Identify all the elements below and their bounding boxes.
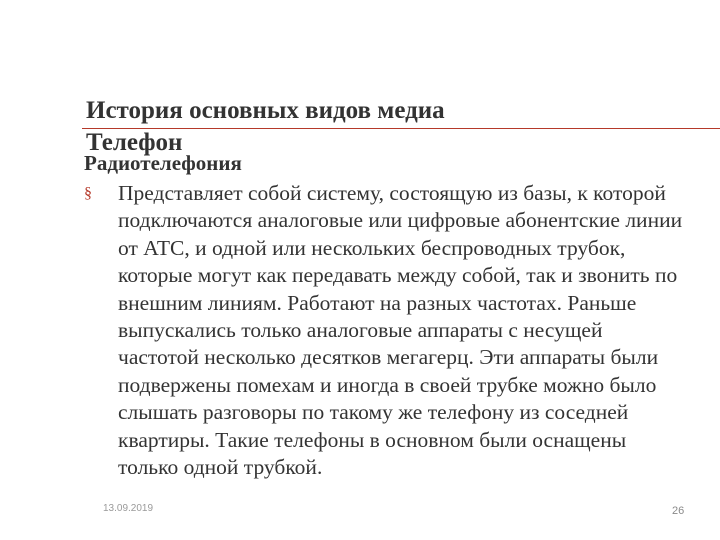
title-divider bbox=[82, 128, 720, 129]
slide-title-line-2: Телефон bbox=[86, 129, 183, 156]
bullet-list bbox=[84, 180, 684, 481]
bullet-text: Представляет собой систему, состоящую из базы, к которой подключаются аналоговые или цифровые абонентские линии от АТС, и одной или нескольких беспроводных трубок, которые могут как передавать между собой, так и звонить по внешним линиям. Работают на разных частотах. Раньше выпускались только аналоговые аппараты с несущей частотой несколько десятков мегагерц. Эти аппараты были подвержены помехам и иногда в своей трубке можно было слышать разговоры по такому же телефону из соседней квартиры. Такие телефоны в основном были оснащены только одной трубкой. bbox=[118, 181, 683, 480]
footer-date: 13.09.2019 bbox=[103, 503, 154, 514]
slide-number: 26 bbox=[672, 505, 685, 517]
bullet-marker-icon: § bbox=[84, 185, 92, 202]
slide-subtitle: Радиотелефония bbox=[84, 151, 242, 175]
slide-title-line-1: История основных видов медиа bbox=[86, 97, 445, 124]
bullet-item bbox=[84, 180, 684, 481]
slide-title bbox=[86, 95, 445, 159]
